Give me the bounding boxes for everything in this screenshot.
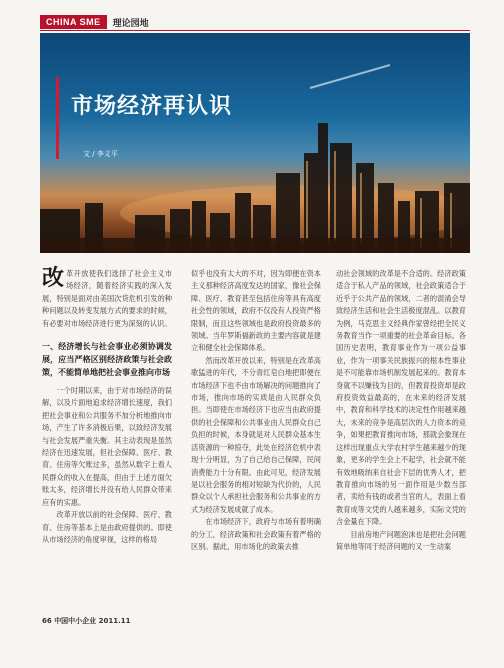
column-1 xyxy=(42,268,172,546)
body-paragraph: 改革开放以前的社会保障、医疗、教育、住房等基本上是由政府提供的。即使从市场经济的角度审视，这样的格局 xyxy=(42,510,172,544)
intro-text: 革开放使我们选择了社会主义市场经济，随着经济实践的深入发展，特别是面对由美国次贷危机引发的种种问题以及转变发展方式的要求的时候，有必要对市场经济进行更为深刻的认识。 xyxy=(42,269,172,328)
page-number: 66 xyxy=(42,617,52,625)
column-2 xyxy=(191,268,321,553)
magazine-header xyxy=(40,14,149,30)
dropcap: 改 xyxy=(42,266,65,291)
body-paragraph: 在市场经济下，政府与市场有着明确的分工，经济政策和社会政策有着严格的区别。据此，用市场化的政策去推 xyxy=(191,517,321,551)
header-rule xyxy=(40,30,470,31)
body-paragraph: 似乎也没有太大的不对，因为即便在资本主义那种经济高度发达的国家，像社会保障、医疗、教育甚至包括住房等具有高度社会性的领域，政府不仅没有人投资严格限制，而且这些领域也是政府投资最多的领域。当年罗斯福新政的主要内容就是建立和健全社会保障体系。 xyxy=(191,269,321,353)
body-paragraph: 一个时期以来，由于对市场经济的误解，以及片面地追求经济增长速度，我们把社会事业和公共服务不加分析地推向市场，产生了许多消极后果，以致经济发展与社会发展严重失衡。其主动表现是虽然经济在迅速发展，但社会保障、医疗、教育、住房等欠账过多，虽然从数字上看人民群众的收入在提高，但由于上述方面欠账太多，经济增长并没有给人民群众带来应有的实惠。 xyxy=(42,386,172,507)
footer-magazine: 中国中小企业 xyxy=(54,617,97,625)
intro-paragraph xyxy=(42,268,172,330)
hero-image xyxy=(40,33,470,253)
article-title: 市场经济再认识 xyxy=(71,94,233,119)
body-paragraph: 动社会领域的改革是不合适的。经济政策适合于私人产品的领域，社会政策适合于近乎于公共产品的领域，二者的混淆会导致经济生活和社会生活极度混乱。以教育为例，马克思主义经典作家曾经把全民义务教育当作一项重要的社会革命目标。各国历史表明，教育事业作为一项公益事业，作为一项事关民族振兴的根本性事业是不可能靠市场机制发展起来的。教育本身就不以赚钱为目的，但教育投资却是政府投资效益最高的，在未来的经济发展中，教育和科学技术的决定性作用越来越大，未来的竞争是高层次的人力资本的竞争，如果把教育推向市场，那就会象现在这样出现重点大学农村学生越来越少的现象，更多的学生会上不起学，社会就不能有效地吸纳来自社会下层的优秀人才，把教育推向市场的另一面作用是少数当部者，卖给有钱的或者当官的人，表面上看教育成等文凭的人越来越多，实际文凭的含金量在下降。 xyxy=(336,269,466,527)
section-name: 理论园地 xyxy=(112,17,149,28)
author-byline: 文 / 李义平 xyxy=(83,150,118,158)
body-paragraph: 目前房地产问题泡沫也是把社会问题简单地等同于经济问题的又一生动案 xyxy=(336,529,466,551)
section-heading: 一、经济增长与社会事业必须协调发展，应当严格区别经济政策与社会政策，不能简单地把社会事业推向市场 xyxy=(42,342,172,378)
title-block xyxy=(56,77,256,159)
column-3 xyxy=(336,268,466,553)
page-footer xyxy=(42,616,131,626)
magazine-name: CHINA SME xyxy=(40,15,107,29)
footer-issue: 2011.11 xyxy=(98,617,131,625)
body-paragraph: 然而改革开放以来，特别是在改革高歌猛进的年代，不分青红皂白地把即便在市场经济下也不由市场解决的问题推向了市场，推向市场的实质是由人民群众负担。当即使在市场经济下也应当由政府提供的社会保障和公共事业由人民群众自己负担的时候，本身就是对人民群众基本生活资源的一种掠夺，此处在经济危机中表现十分明显，为了自己给自己保障，民间消费能力十分有限。由此可见，经济发展是以社会服务的相对短缺为代价的，人民群众以个人承担社会服务和公共事业的方式为经济发展成就了成本。 xyxy=(191,355,321,514)
